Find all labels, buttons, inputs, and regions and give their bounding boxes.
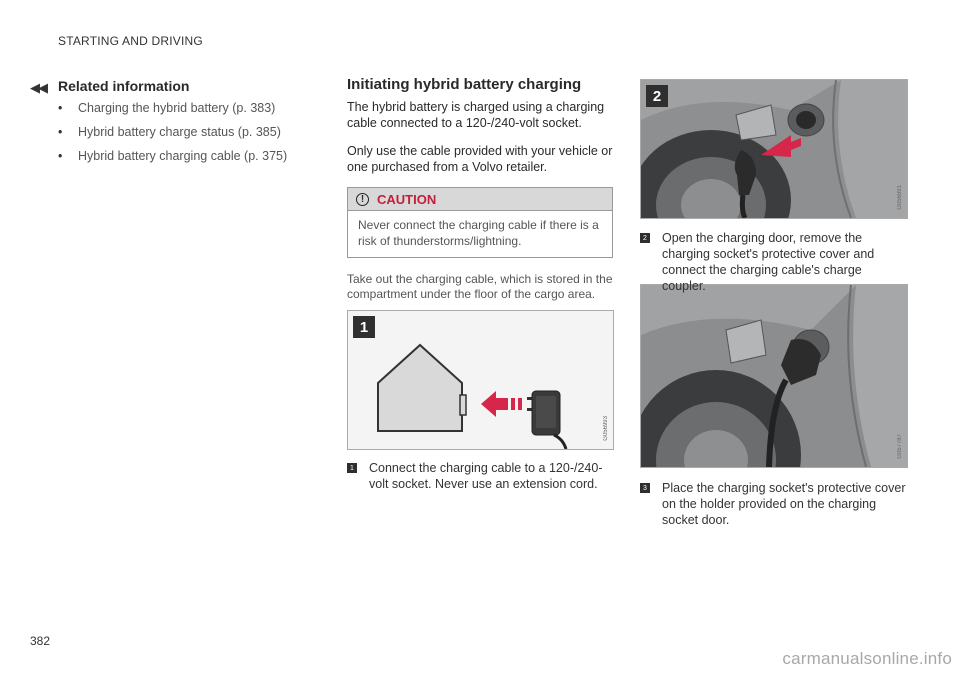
step-3: [640, 480, 908, 528]
step-text: Place the charging socket's protective cover on the holder provided on the charging socket door.: [662, 481, 906, 527]
section-header: STARTING AND DRIVING: [58, 34, 203, 48]
related-title: Related information: [58, 78, 190, 94]
step-2: [640, 230, 908, 294]
figure-number: 2: [646, 85, 668, 107]
step-text: Open the charging door, remove the charging socket's protective cover and connect the charging cable's charge coupler.: [662, 231, 875, 293]
storage-paragraph: Take out the charging cable, which is stored in the compartment under the floor of the cargo area.: [347, 272, 613, 301]
caution-text: Never connect the charging cable if there is a risk of thunderstorms/lightning.: [358, 218, 599, 248]
related-link[interactable]: • Charging the hybrid battery (p. 383): [58, 100, 308, 116]
watermark: carmanualsonline.info: [782, 649, 952, 668]
cable-note: Only use the cable provided with your vehicle or one purchased from a Volvo retailer.: [347, 144, 613, 174]
step-1: [347, 460, 609, 492]
step-text: Connect the charging cable to a 120-/240-volt socket. Never use an extension cord.: [369, 461, 603, 491]
main-content: [347, 76, 613, 302]
related-link[interactable]: • Hybrid battery charging cable (p. 375): [58, 148, 308, 164]
intro-paragraph: The hybrid battery is charged using a charging cable connected to a 120-/240-volt socket.: [347, 100, 605, 130]
figure-connect-coupler: [640, 79, 908, 219]
back-nav-icon[interactable]: ◀◀: [30, 80, 46, 95]
figure-number: 1: [353, 316, 375, 338]
wall-socket-illustration: [348, 311, 613, 449]
related-information: [58, 78, 308, 172]
step-number: 3: [640, 483, 650, 493]
page-number: 382: [30, 634, 51, 648]
warning-icon: !: [356, 193, 369, 206]
page-title: Initiating hybrid battery charging: [347, 76, 582, 93]
figure-code: G056993: [603, 416, 609, 441]
figure-code: G057787: [897, 434, 903, 459]
related-list: [58, 100, 308, 164]
cover-holder-illustration: [641, 285, 907, 467]
related-link[interactable]: • Hybrid battery charge status (p. 385): [58, 124, 308, 140]
figure-cover-holder: [640, 284, 908, 468]
step-number: 1: [347, 463, 357, 473]
figure-wall-socket: [347, 310, 614, 450]
figure-code: G056991: [897, 185, 903, 210]
caution-header: [348, 188, 612, 211]
caution-title: CAUTION: [377, 191, 437, 207]
charging-port-illustration: [641, 80, 907, 218]
step-number: 2: [640, 233, 650, 243]
caution-box: [347, 187, 613, 258]
